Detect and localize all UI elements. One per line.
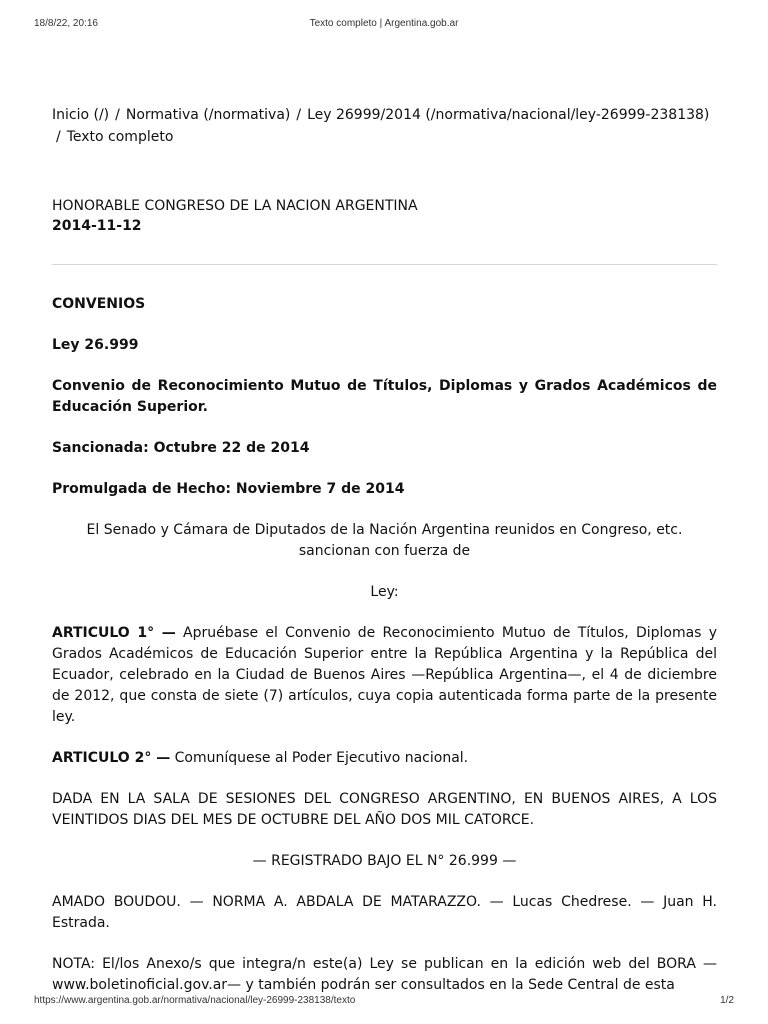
- divider: [52, 264, 717, 265]
- breadcrumb-item-normativa[interactable]: Normativa (/normativa): [125, 107, 291, 123]
- issuer-block: [52, 196, 717, 236]
- print-header: [34, 18, 734, 32]
- law-category: CONVENIOS: [52, 296, 146, 312]
- issuer-name: HONORABLE CONGRESO DE LA NACION ARGENTINA: [52, 198, 418, 214]
- dada-clause: DADA EN LA SALA DE SESIONES DEL CONGRESO ARGENTINO, EN BUENOS AIRES, A LOS VEINTIDOS DIAS DEL MES DE OCTUBRE DEL AÑO DOS MIL CATORCE.: [52, 791, 717, 828]
- print-url: https://www.argentina.gob.ar/normativa/nacional/ley-26999-238138/texto: [34, 995, 356, 1006]
- article-2-text: Comuníquese al Poder Ejecutivo nacional.: [170, 750, 469, 766]
- preamble: El Senado y Cámara de Diputados de la Nación Argentina reunidos en Congreso, etc. sancionan con fuerza de: [86, 522, 683, 559]
- print-page-title: Texto completo | Argentina.gob.ar: [309, 18, 459, 29]
- breadcrumb-item-inicio[interactable]: Inicio (/): [52, 107, 110, 123]
- breadcrumb-item-current: Texto completo: [66, 129, 174, 145]
- article-1-label: ARTICULO 1° —: [52, 625, 176, 641]
- sanctioned-date: Sancionada: Octubre 22 de 2014: [52, 440, 310, 456]
- article-2: [52, 748, 717, 769]
- registrado-line: — REGISTRADO BAJO EL N° 26.999 —: [252, 853, 517, 869]
- signatories: AMADO BOUDOU. — NORMA A. ABDALA DE MATARAZZO. — Lucas Chedrese. — Juan H. Estrada.: [52, 894, 717, 931]
- article-1-text: Apruébase el Convenio de Reconocimiento Mutuo de Títulos, Diplomas y Grados Académicos de Educación Superior entre la República Argentina y la República del Ecuador, celebrado en la Ciudad de Buenos Aires —República Argentina—, el 4 de diciembre de 2012, que consta de siete (7) artículos, cuya copia autenticada forma parte de la presente ley.: [52, 625, 717, 725]
- breadcrumb-separator: /: [115, 107, 120, 123]
- breadcrumb-item-ley[interactable]: Ley 26999/2014 (/normativa/nacional/ley-26999-238138): [307, 107, 710, 123]
- law-number: Ley 26.999: [52, 337, 139, 353]
- law-text: [52, 294, 717, 996]
- law-title: Convenio de Reconocimiento Mutuo de Títulos, Diplomas y Grados Académicos de Educación Superior.: [52, 378, 717, 415]
- breadcrumb-separator: /: [56, 129, 61, 145]
- article-2-label: ARTICULO 2° —: [52, 750, 171, 766]
- nota: NOTA: El/los Anexo/s que integra/n este(a) Ley se publican en la edición web del BORA —www.boletinoficial.gov.ar— y también podrán ser consultados en la Sede Central de esta: [52, 956, 717, 993]
- print-footer: [34, 995, 734, 1009]
- issuer-date: 2014-11-12: [52, 218, 142, 234]
- ley-label: Ley:: [370, 584, 399, 600]
- promulgated-date: Promulgada de Hecho: Noviembre 7 de 2014: [52, 481, 405, 497]
- article-1: [52, 623, 717, 728]
- print-datetime: 18/8/22, 20:16: [34, 18, 98, 29]
- breadcrumb-separator: /: [296, 107, 302, 123]
- breadcrumb: [52, 104, 717, 148]
- print-page-number: 1/2: [720, 995, 734, 1006]
- page-content: [52, 104, 717, 996]
